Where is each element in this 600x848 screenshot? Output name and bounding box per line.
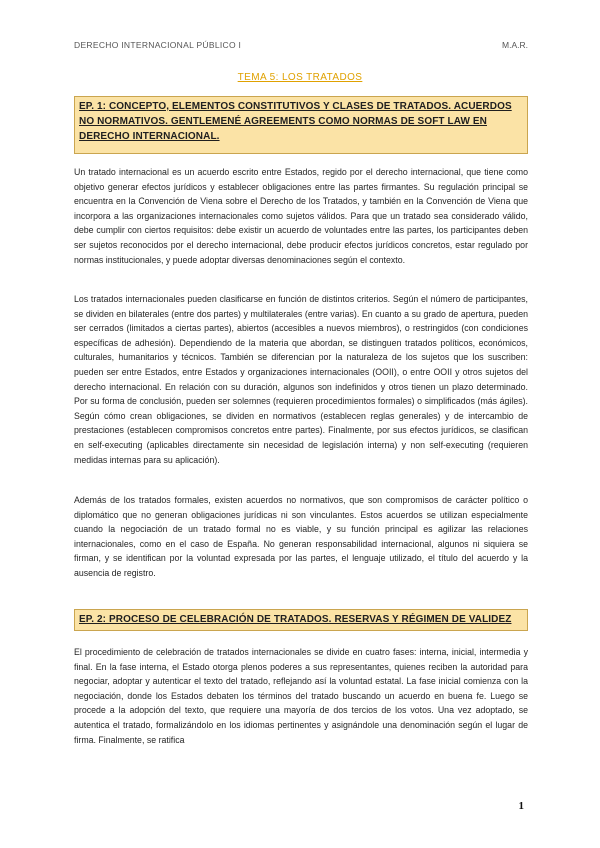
paragraph-non-normative-agreements: Además de los tratados formales, existen acuerdos no normativos, que son compromisos de carácter político o diplomático que no generan obligaciones jurídicas ni son vinculantes. Estos acuerdos se utilizan especialmente cuando la negociación de un tratado formal no es viable, y su función principal es agilizar las relaciones internacionales, como en el caso de España. No generan responsabilidad internacional, algunos ni siquiera se firman, y se identifican por la voluntad expresada por las partes, el lenguaje utilizado, el título del acuerdo y la ausencia de registro. — [74, 495, 528, 578]
paragraph-classification: Los tratados internacionales pueden clasificarse en función de distintos criterios. Según el número de participantes, se dividen en bilaterales (entre dos partes) y multilaterales (entre varias). En cuanto a su grado de apertura, pueden ser cerrados (limitados a ciertas partes), abiertos (accesibles a nuevos miembros), o restringidos (con condiciones específicas de adhesión). Dependiendo de la materia que abordan, se distinguen tratados políticos, económicos, culturales, humanitarios y técnicos. También se diferencian por la naturaleza de los sujetos que los suscriben: pueden ser entre Estados, entre Estados y organizaciones internacionales (OOII), o entre OOII y otros sujetos del derecho internacional. En relación con su duración, algunos son indefinidos y otros tienen un plazo determinado. Por su forma de conclusión, pueden ser solemnes (requieren procedimientos formales) o simplificados (más ágiles). Según cómo crean obligaciones, se dividen en normativos (establecen reglas generales) y de intercambio de prestaciones (establecen compromisos concretos entre partes). Finalmente, por sus efectos jurídicos, se clasifican en self-executing (aplicables directamente sin necesidad de legislación interna) y non self-executing (requieren medidas internas para su aplicación). — [74, 294, 528, 465]
header-author-initials: M.A.R. — [502, 40, 528, 50]
paragraph-celebration-process: El procedimiento de celebración de tratados internacionales se divide en cuatro fases: interna, inicial, intermedia y final. En la fase interna, el Estado otorga plenos poderes a sus representantes, quienes reciben la autoridad para negociar, adoptar y autenticar el texto del tratado, reflejando así la voluntad estatal. La fase inicial comienza con la negociación, donde los Estados debaten los términos del tratado buscando un acuerdo en buena fe. Luego se procede a la adopción del texto, que requiere una mayoría de dos tercios de los votos. Una vez adoptado, se autentica el tratado, formalizándolo en los idiomas pertinentes y asignándole una denominación según el lugar de firma. Finalmente, se ratifica — [74, 647, 528, 745]
header-course-title: DERECHO INTERNACIONAL PÚBLICO I — [74, 40, 242, 50]
section-heading-ep2: EP. 2: PROCESO DE CELEBRACIÓN DE TRATADOS. RESERVAS Y RÉGIMEN DE VALIDEZ — [74, 609, 528, 631]
paragraph-definition: Un tratado internacional es un acuerdo escrito entre Estados, regido por el derecho internacional, que tiene como objetivo generar efectos jurídicos y establecer obligaciones entre las partes firmantes. Su regulación principal se encuentra en la Convención de Viena sobre el Derecho de los Tratados, y también en la Convención de Viena que incorpora a las organizaciones internacionales como sujetos válidos. Para que un tratado sea considerado válido, debe cumplir con ciertos requisitos: debe existir un acuerdo de voluntades entre las partes, los participantes deben ser sujetos reconocidos por el derecho internacional, debe producir efectos jurídicos concretos, estar regulado por normas institucionales, y puede adoptar diversas denominaciones según el contexto. — [74, 167, 528, 265]
section-heading-ep1: EP. 1: CONCEPTO, ELEMENTOS CONSTITUTIVOS Y CLASES DE TRATADOS. ACUERDOS NO NORMATIVOS. GENTLEMENÉ AGREEMENTS COMO NORMAS DE SOFT LAW EN DERECHO INTERNACIONAL. — [74, 96, 528, 154]
document-title: TEMA 5: LOS TRATADOS — [237, 72, 363, 83]
page-number: 1 — [518, 800, 524, 812]
